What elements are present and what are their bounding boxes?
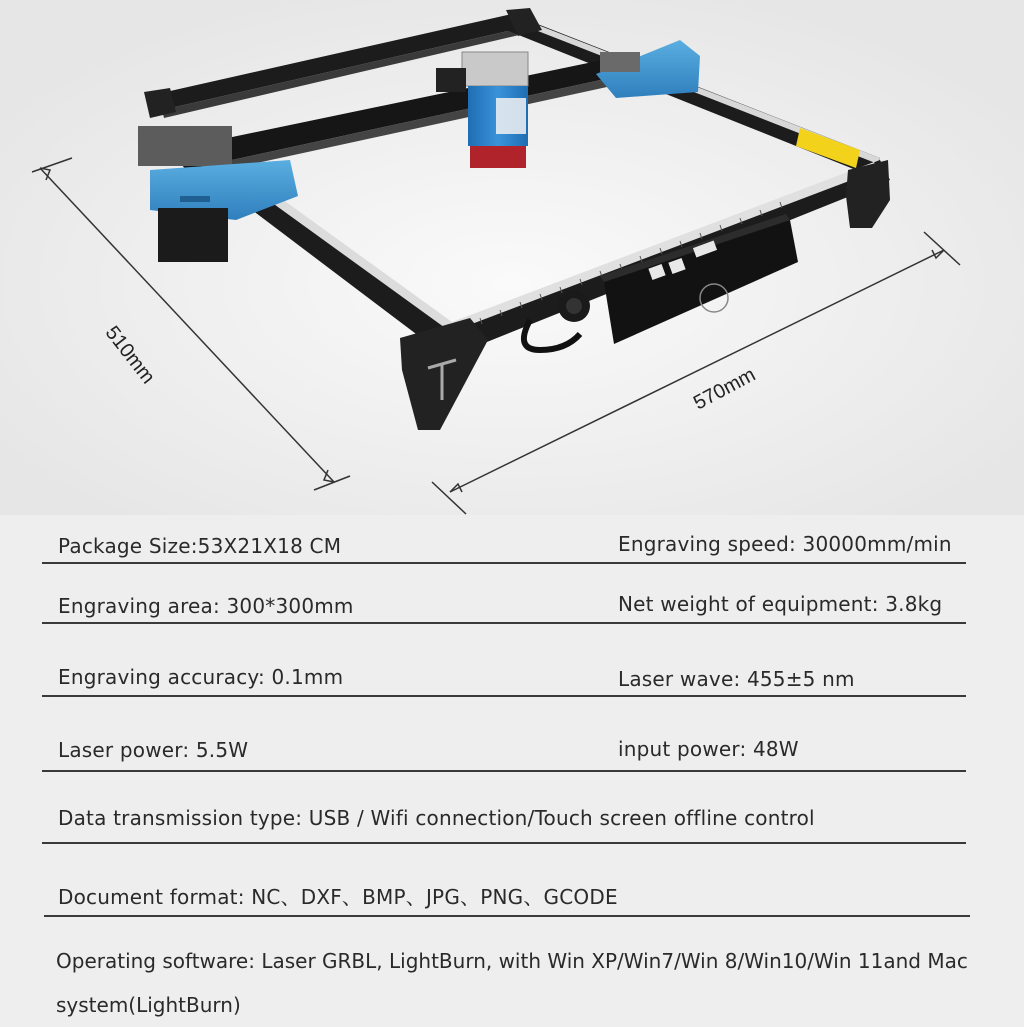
spec-engraving-accuracy: Engraving accuracy: 0.1mm	[58, 665, 344, 689]
spec-engraving-area: Engraving area: 300*300mm	[58, 594, 354, 618]
spec-net-weight: Net weight of equipment: 3.8kg	[618, 592, 943, 616]
spec-document-format: Document format: NC、DXF、BMP、JPG、PNG、GCODE	[58, 885, 618, 909]
spec-data-transmission: Data transmission type: USB / Wifi connection/Touch screen offline control	[58, 806, 815, 830]
divider	[42, 842, 966, 844]
divider	[42, 770, 966, 772]
spec-operating-software: Operating software: Laser GRBL, LightBurn, with Win XP/Win7/Win 8/Win10/Win 11and Mac system(LightBurn)	[56, 949, 968, 1017]
divider	[42, 622, 966, 624]
spec-engraving-speed: Engraving speed: 30000mm/min	[618, 532, 952, 556]
specifications-table	[0, 515, 1024, 1024]
spec-laser-wave: Laser wave: 455±5 nm	[618, 667, 855, 691]
divider	[42, 695, 966, 697]
width-dimension-label: 570mm	[690, 363, 760, 415]
depth-dimension-label: 510mm	[100, 322, 160, 389]
spec-input-power: input power: 48W	[618, 737, 799, 761]
divider	[42, 562, 966, 564]
divider	[44, 915, 970, 917]
spec-package-size: Package Size:53X21X18 CM	[58, 534, 342, 558]
spec-laser-power: Laser power: 5.5W	[58, 738, 249, 762]
